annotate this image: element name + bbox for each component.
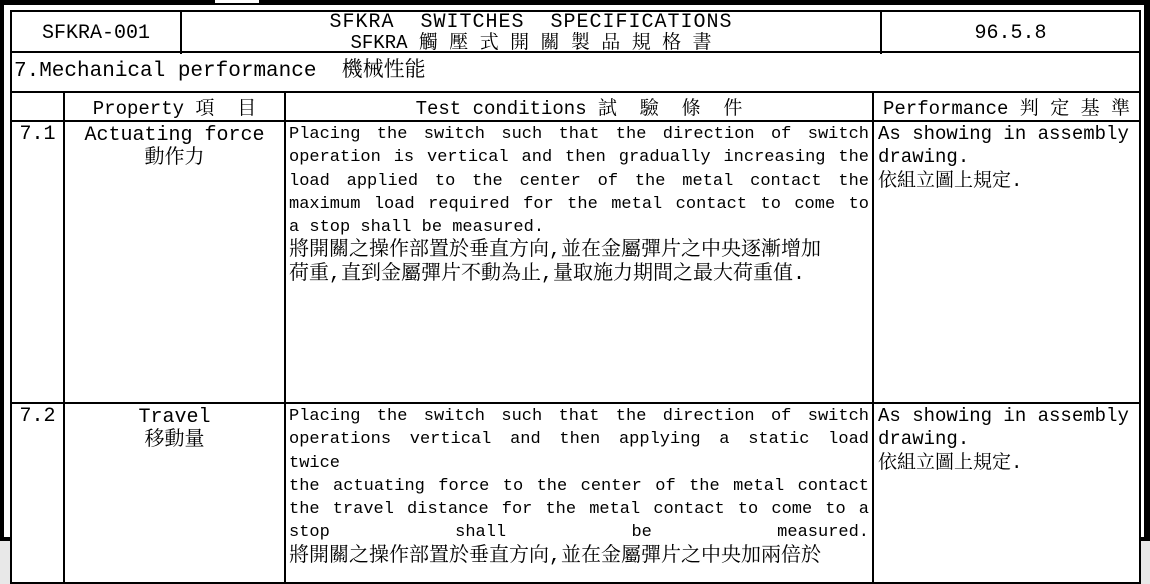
property-zh: 動作力 [144, 147, 205, 170]
doc-date-cell [880, 12, 1139, 54]
text-line: maximum load required for the metal contact to come to [289, 194, 869, 214]
property-en: Travel [138, 406, 211, 429]
column-header-test-conditions-label: Test conditions 試 驗 條 件 [415, 98, 743, 120]
property-zh: 移動量 [144, 429, 205, 452]
section-title: 7.Mechanical performance 機械性能 [14, 60, 426, 83]
column-header-number [12, 93, 63, 120]
text-line: operation is vertical and then gradually increasing the [289, 148, 869, 168]
text-line: drawing. [878, 428, 970, 451]
row-7-1-test-conditions-cell [284, 120, 872, 402]
page-edge-right [1144, 0, 1150, 541]
text-line: load applied to the center of the metal contact the [289, 171, 869, 191]
row-number: 7.1 [19, 123, 56, 146]
page-edge-scan-notch [215, 0, 259, 3]
row-7-2-property-cell [63, 402, 284, 582]
performance-text [878, 405, 1136, 475]
doc-number-cell [12, 12, 180, 54]
column-header-performance-label: Performance 判 定 基 準 [882, 98, 1131, 120]
text-line: 荷重,直到金屬彈片不動為止,量取施力期間之最大荷重值. [289, 262, 806, 286]
text-line: operations vertical and then applying a static load twice [289, 430, 869, 473]
section-title-row [10, 51, 1141, 93]
doc-number: SFKRA-001 [41, 21, 151, 45]
page-edge-top [0, 0, 1150, 5]
text-line: Placing the switch such that the direction of switch [289, 125, 869, 144]
text-line: stop shall be measured. [289, 523, 869, 543]
test-conditions-zh [289, 239, 869, 286]
row-7-2-number-cell [12, 402, 63, 582]
doc-title-cell [180, 12, 880, 54]
row-7-2-performance-cell [872, 402, 1139, 582]
text-line: 將開關之操作部置於垂直方向,並在金屬彈片之中央逐漸增加 [289, 239, 822, 263]
text-line: a stop shall be measured. [289, 218, 545, 238]
row-number: 7.2 [19, 405, 56, 428]
text-line: As showing in assembly [878, 405, 1129, 427]
row-7-1-property-cell [63, 120, 284, 402]
row-7-1-performance-cell [872, 120, 1139, 402]
text-line: the actuating force to the center of the metal contact [289, 476, 869, 496]
test-conditions-en [289, 405, 869, 568]
column-header-performance [872, 93, 1139, 120]
text-line: the travel distance for the metal contact to come to a [289, 500, 869, 520]
text-line: As showing in assembly [878, 123, 1129, 145]
column-header-property [63, 93, 284, 120]
column-header-property-label: Property 項 目 [92, 98, 257, 120]
text-line: 依組立圖上規定. [878, 451, 1023, 474]
test-conditions-en [289, 123, 869, 239]
column-header-test-conditions [284, 93, 872, 120]
doc-title-en: SFKRA SWITCHES SPECIFICATIONS [329, 11, 733, 34]
page-edge-left [0, 0, 4, 541]
row-7-2-test-conditions-cell [284, 402, 872, 582]
property-en: Actuating force [84, 124, 265, 147]
text-line: Placing the switch such that the direction of switch [289, 407, 869, 426]
document-header-row [10, 10, 1141, 53]
text-line: drawing. [878, 146, 970, 169]
text-line: 依組立圖上規定. [878, 169, 1023, 192]
doc-title-zh: SFKRA 觸 壓 式 開 關 製 品 規 格 書 [350, 32, 712, 54]
doc-date: 96.5.8 [974, 21, 1047, 45]
text-line: 將開關之操作部置於垂直方向,並在金屬彈片之中央加兩倍於 [289, 544, 822, 568]
performance-text [878, 123, 1136, 193]
row-7-1-number-cell [12, 120, 63, 402]
main-table [10, 91, 1141, 584]
specification-table [10, 10, 1141, 584]
